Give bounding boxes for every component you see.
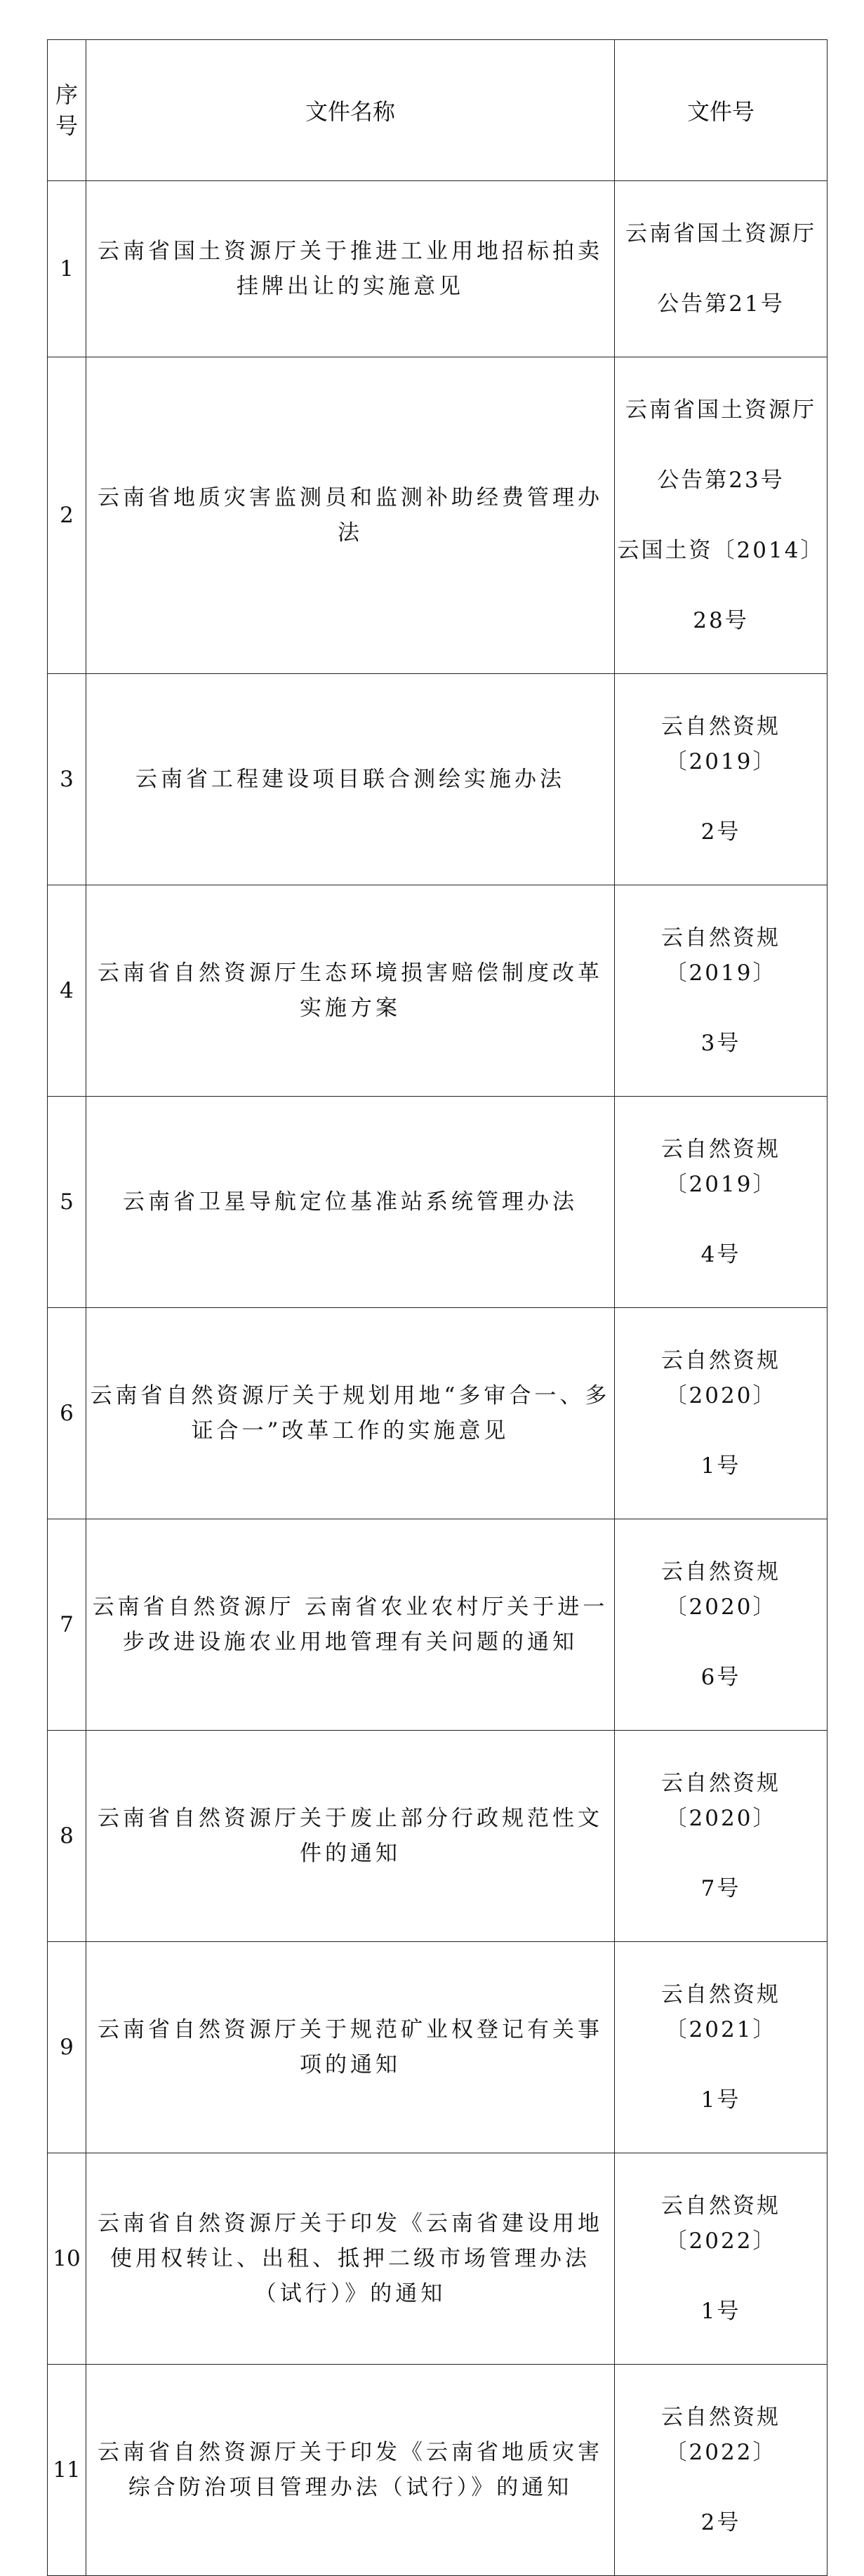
document-number-line: 28号 <box>693 608 749 633</box>
document-number-line: 公告第23号 <box>657 468 785 493</box>
row-document-number <box>615 1519 828 1731</box>
document-number-line: 1号 <box>700 2299 741 2324</box>
row-serial-number: 7 <box>48 1519 86 1731</box>
row-document-name: 云南省地质灾害监测员和监测补助经费管理办法 <box>86 357 615 674</box>
header-document-name: 文件名称 <box>86 40 615 181</box>
header-document-number: 文件号 <box>615 40 828 181</box>
row-serial-number: 6 <box>48 1308 86 1519</box>
table-row <box>48 181 828 357</box>
table-row <box>48 1308 828 1519</box>
document-number-line: 云自然资规〔2021〕 <box>661 1982 780 2042</box>
row-document-name: 云南省卫星导航定位基准站系统管理办法 <box>86 1097 615 1308</box>
row-document-number <box>615 1731 828 1942</box>
table-row <box>48 2365 828 2576</box>
row-document-number <box>615 1097 828 1308</box>
row-document-number <box>615 181 828 357</box>
document-number-line: 3号 <box>700 1031 741 1056</box>
row-serial-number: 10 <box>48 2153 86 2365</box>
document-number-line: 2号 <box>700 819 741 845</box>
document-number-line: 公告第21号 <box>657 291 785 317</box>
row-document-number <box>615 674 828 885</box>
row-document-number <box>615 1942 828 2153</box>
table-row <box>48 357 828 674</box>
row-serial-number: 5 <box>48 1097 86 1308</box>
table-header-row <box>48 40 828 181</box>
row-document-name: 云南省自然资源厅生态环境损害赔偿制度改革实施方案 <box>86 885 615 1097</box>
document-list-table <box>47 39 828 2576</box>
row-serial-number: 3 <box>48 674 86 885</box>
row-serial-number: 11 <box>48 2365 86 2576</box>
table-row <box>48 674 828 885</box>
row-document-number <box>615 2365 828 2576</box>
document-number-line: 1号 <box>700 1453 741 1479</box>
header-serial-line-1: 序 <box>55 81 78 108</box>
row-document-name: 云南省国土资源厅关于推进工业用地招标拍卖挂牌出让的实施意见 <box>86 181 615 357</box>
row-document-name: 云南省自然资源厅关于规范矿业权登记有关事项的通知 <box>86 1942 615 2153</box>
table-row <box>48 1731 828 1942</box>
document-number-line: 云自然资规〔2019〕 <box>661 1137 780 1197</box>
document-number-line: 6号 <box>700 1665 741 1690</box>
document-number-line: 云南省国土资源厅 <box>625 397 816 423</box>
header-serial-line-2: 号 <box>55 112 78 139</box>
document-number-line: 4号 <box>700 1242 741 1267</box>
document-number-line: 云自然资规〔2020〕 <box>661 1771 780 1831</box>
table-row <box>48 1097 828 1308</box>
row-document-name: 云南省工程建设项目联合测绘实施办法 <box>86 674 615 885</box>
row-document-number <box>615 1308 828 1519</box>
document-number-line: 云国土资〔2014〕 <box>617 538 825 563</box>
table-row <box>48 1519 828 1731</box>
header-serial-number <box>48 40 86 181</box>
row-document-number <box>615 885 828 1097</box>
table-row <box>48 2153 828 2365</box>
row-serial-number: 8 <box>48 1731 86 1942</box>
document-number-line: 云南省国土资源厅 <box>625 221 816 246</box>
table-row <box>48 885 828 1097</box>
document-number-line: 云自然资规〔2020〕 <box>661 1348 780 1408</box>
row-document-name: 云南省自然资源厅 云南省农业农村厅关于进一步改进设施农业用地管理有关问题的通知 <box>86 1519 615 1731</box>
row-document-number <box>615 357 828 674</box>
document-number-line: 1号 <box>700 2087 741 2113</box>
row-serial-number: 9 <box>48 1942 86 2153</box>
row-document-name: 云南省自然资源厅关于印发《云南省建设用地使用权转让、出租、抵押二级市场管理办法（试行）》的通知 <box>86 2153 615 2365</box>
row-document-number <box>615 2153 828 2365</box>
row-serial-number: 4 <box>48 885 86 1097</box>
row-document-name: 云南省自然资源厅关于规划用地“多审合一、多证合一”改革工作的实施意见 <box>86 1308 615 1519</box>
document-number-line: 云自然资规〔2022〕 <box>661 2193 780 2254</box>
document-number-line: 7号 <box>700 1876 741 1901</box>
document-number-line: 云自然资规〔2019〕 <box>661 925 780 986</box>
table-row <box>48 1942 828 2153</box>
document-number-line: 2号 <box>700 2510 741 2535</box>
table-body <box>48 181 828 2576</box>
row-document-name: 云南省自然资源厅关于废止部分行政规范性文件的通知 <box>86 1731 615 1942</box>
row-serial-number: 2 <box>48 357 86 674</box>
row-document-name: 云南省自然资源厅关于印发《云南省地质灾害综合防治项目管理办法（试行）》的通知 <box>86 2365 615 2576</box>
document-number-line: 云自然资规〔2022〕 <box>661 2405 780 2465</box>
document-number-line: 云自然资规〔2019〕 <box>661 714 780 774</box>
row-serial-number: 1 <box>48 181 86 357</box>
document-number-line: 云自然资规〔2020〕 <box>661 1559 780 1620</box>
